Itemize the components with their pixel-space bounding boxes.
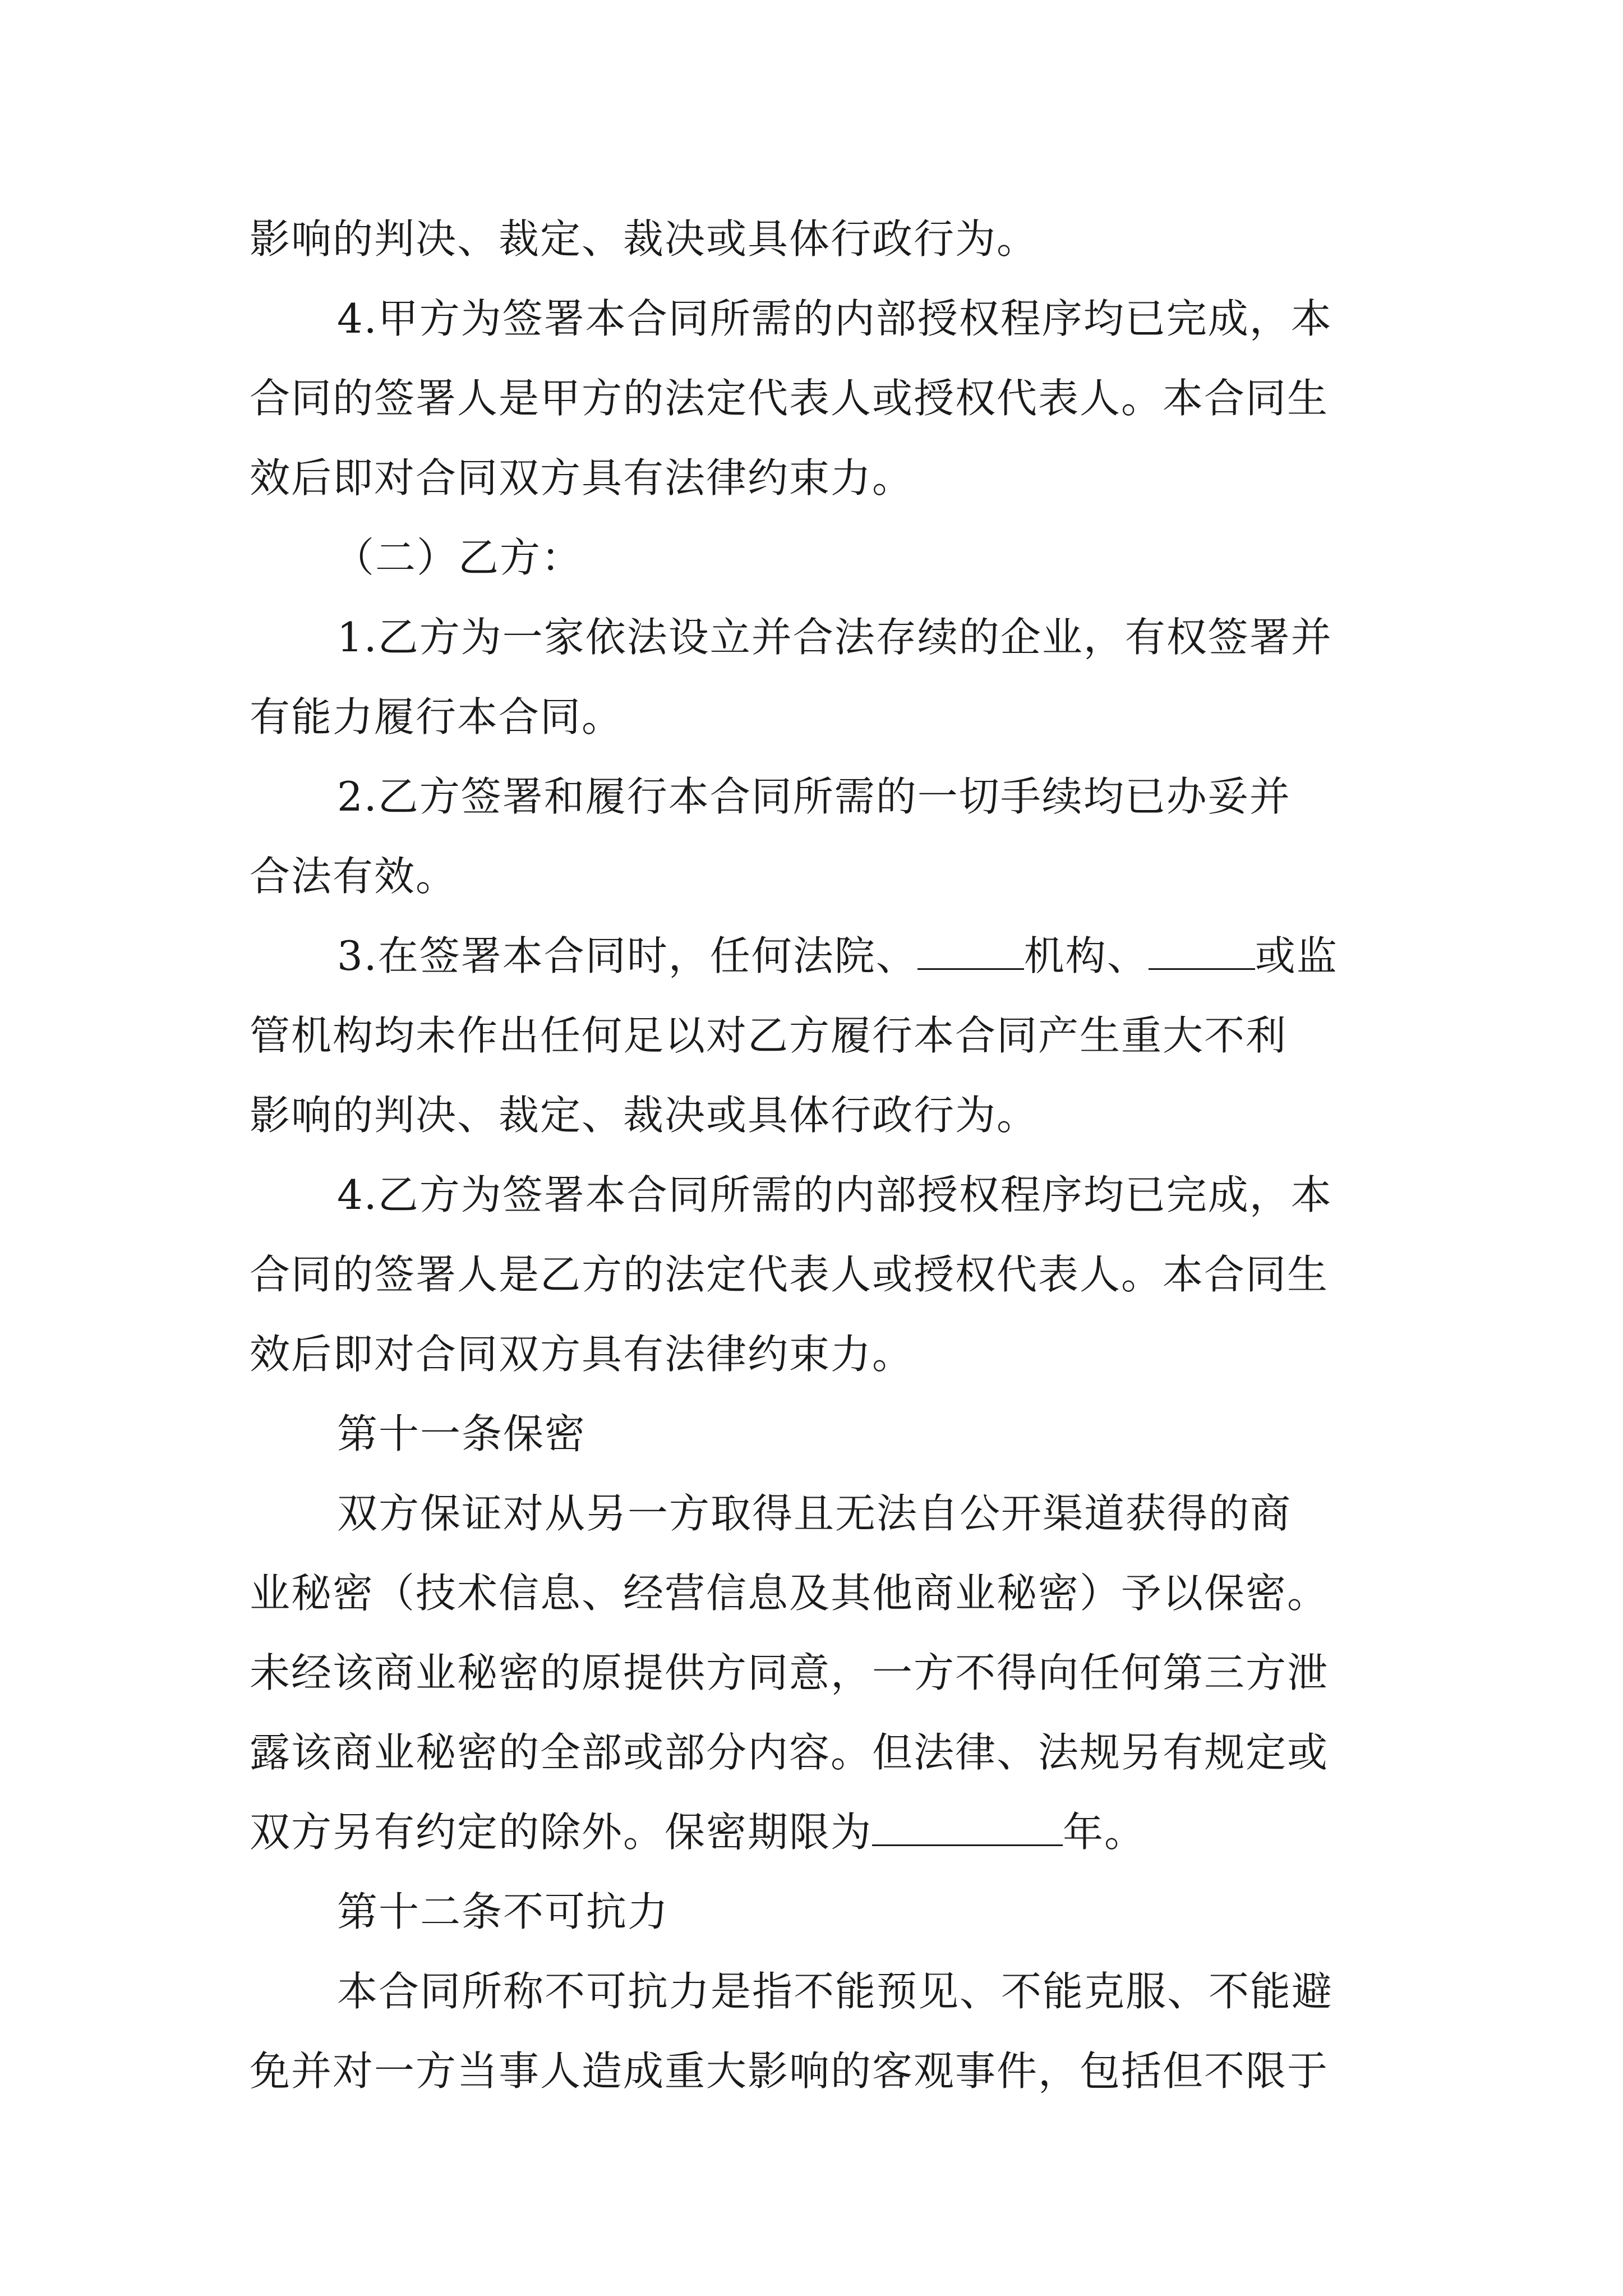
paragraph-line-with-blank — [250, 1792, 1382, 1872]
paragraph-line-with-blanks — [250, 916, 1382, 996]
paragraph-line: 未经该商业秘密的原提供方同意，一方不得向任何第三方泄 — [250, 1649, 1329, 1696]
paragraph-line: 本合同所称不可抗力是指不能预见、不能克服、不能避 — [337, 1968, 1334, 2015]
paragraph-line: 1.乙方为一家依法设立并合法存续的企业，有权签署并 — [337, 614, 1332, 661]
paragraph-line: 效后即对合同双方具有法律约束力。 — [250, 1331, 914, 1378]
line-segment: 或监 — [1255, 932, 1338, 979]
paragraph-line: 4.乙方为签署本合同所需的内部授权程序均已完成，本 — [337, 1171, 1332, 1218]
paragraph-line: 4.甲方为签署本合同所需的内部授权程序均已完成，本 — [337, 295, 1332, 342]
article-heading: 第十二条不可抗力 — [337, 1888, 670, 1935]
paragraph-line: 影响的判决、裁定、裁决或具体行政行为。 — [250, 215, 1039, 263]
paragraph-line: 露该商业秘密的全部或部分内容。但法律、法规另有规定或 — [250, 1729, 1329, 1776]
paragraph-line: 合同的签署人是甲方的法定代表人或授权代表人。本合同生 — [250, 375, 1329, 422]
paragraph-line: 业秘密（技术信息、经营信息及其他商业秘密）予以保密。 — [250, 1570, 1329, 1617]
fill-in-blank — [917, 936, 1024, 970]
document-page — [250, 199, 1382, 2111]
line-segment: 机构、 — [1023, 932, 1149, 979]
line-segment: 双方另有约定的除外。保密期限为 — [250, 1809, 873, 1856]
paragraph-line: 双方保证对从另一方取得且无法自公开渠道获得的商 — [337, 1490, 1292, 1537]
line-segment: 年。 — [1063, 1809, 1146, 1856]
paragraph-line: 免并对一方当事人造成重大影响的客观事件，包括但不限于 — [250, 2047, 1329, 2095]
paragraph-line: 合同的签署人是乙方的法定代表人或授权代表人。本合同生 — [250, 1251, 1329, 1298]
paragraph-line: 影响的判决、裁定、裁决或具体行政行为。 — [250, 1092, 1039, 1139]
section-heading: （二）乙方： — [334, 534, 583, 581]
fill-in-blank — [1149, 936, 1255, 970]
paragraph-line: 有能力履行本合同。 — [250, 693, 624, 740]
fill-in-blank — [872, 1812, 1063, 1846]
paragraph-line: 2.乙方签署和履行本合同所需的一切手续均已办妥并 — [337, 773, 1291, 820]
paragraph-line: 效后即对合同双方具有法律约束力。 — [250, 454, 914, 501]
paragraph-line: 合法有效。 — [250, 853, 458, 900]
article-heading: 第十一条保密 — [337, 1410, 587, 1457]
line-segment: 3.在签署本合同时，任何法院、 — [337, 932, 917, 979]
paragraph-line: 管机构均未作出任何足以对乙方履行本合同产生重大不利 — [250, 1012, 1288, 1059]
